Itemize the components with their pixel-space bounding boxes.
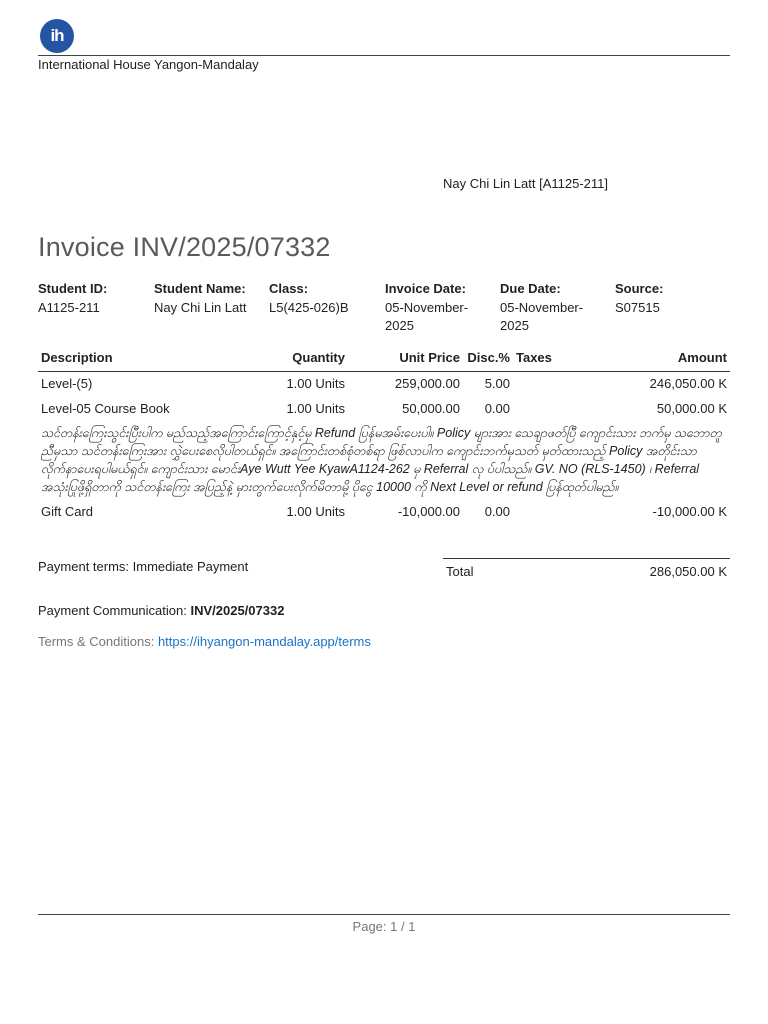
col-header-quantity: Quantity [243, 347, 348, 372]
info-label: Source: [615, 281, 664, 296]
info-invoice-date [385, 281, 477, 335]
line-taxes [513, 500, 583, 525]
footer-divider [38, 914, 730, 915]
info-label: Due Date: [500, 281, 561, 296]
terms-conditions [38, 634, 371, 649]
line-amount: 50,000.00 K [656, 401, 727, 416]
line-unit-price: 259,000.00 [394, 376, 460, 391]
table-header-row [38, 347, 730, 372]
company-name: International House Yangon-Mandalay [38, 57, 259, 72]
info-student-name [154, 281, 264, 317]
payment-terms: Payment terms: Immediate Payment [38, 559, 249, 574]
total-value: 286,050.00 K [649, 564, 727, 579]
info-value: 05-November-2025 [385, 300, 469, 333]
info-class [269, 281, 379, 317]
col-header-amount: Amount [583, 347, 730, 372]
table-row [38, 500, 730, 525]
line-quantity: 1.00 Units [286, 504, 345, 519]
line-quantity: 1.00 Units [286, 376, 345, 391]
payment-communication-value: INV/2025/07332 [190, 603, 285, 618]
info-value: L5(425-026)B [269, 300, 349, 315]
terms-link[interactable]: https://ihyangon-mandalay.app/terms [157, 634, 371, 649]
info-source [615, 281, 725, 317]
line-description: Level-05 Course Book [41, 401, 170, 416]
line-disc: 0.00 [484, 401, 510, 416]
totals-box [443, 558, 730, 579]
note-row [38, 422, 730, 500]
total-label: Total [446, 564, 474, 579]
info-value: S07515 [615, 300, 660, 315]
col-header-unit-price: Unit Price [348, 347, 463, 372]
line-disc: 0.00 [484, 504, 510, 519]
line-amount: 246,050.00 K [649, 376, 727, 391]
table-row [38, 397, 730, 422]
info-label: Student ID: [38, 281, 108, 296]
invoice-lines-table [38, 347, 730, 525]
info-due-date [500, 281, 592, 335]
line-taxes [513, 372, 583, 398]
partner-address: Nay Chi Lin Latt [A1125-211] [443, 176, 609, 191]
info-value: 05-November-2025 [500, 300, 584, 333]
page-number: Page: 1 / 1 [352, 919, 416, 934]
header-divider [38, 55, 730, 56]
line-note: သင်တန်းကြေးသွင်းပြီးပါက မည်သည့်အကြောင်းကြောင့်နှင့်မှ Refund ပြန်မအမ်းပေးပါ။ Policy များအား သေချာဖတ်ပြီ ကျောင်းသား ဘက်မှ သဘောတူညီမှသာ သင်တန်းကြေးအား လွှဲပေးစေလိုပါတယ်ရှင်။ အကြောင်းတစ်စုံတစ်ရာ ဖြစ်လာပါက ကျောင်းဘက်မှသတ် မှတ်ထားသည့် Policy အတိုင်းသာ လိုက်နာပေးရပါမယ်ရှင်။ ကျောင်းသား မောင်းAye Wutt Yee KyawA1124-262 မှ Referral လု ပ်ပါသည်။ GV. NO (RLS-1450) ၊ Referral အသုံးပြုဖို့ရှိတာကို သင်တန်းကြေး အပြည့်နဲ့ မှားတွက်ပေးလိုက်မိတာမို့ ပိုငွေ 10000 ကို Next Level or refund ပြန်ထုတ်ပါမည်။ [41, 426, 722, 494]
line-unit-price: 50,000.00 [402, 401, 460, 416]
line-amount: -10,000.00 K [652, 504, 727, 519]
info-value: A1125-211 [38, 300, 100, 315]
col-header-taxes: Taxes [513, 347, 583, 372]
info-value: Nay Chi Lin Latt [154, 300, 247, 315]
info-student-id [38, 281, 148, 317]
line-taxes [513, 397, 583, 422]
terms-label: Terms & Conditions: [38, 634, 155, 649]
table-row [38, 372, 730, 398]
payment-communication-label: Payment Communication: [38, 603, 187, 618]
info-label: Student Name: [154, 281, 246, 296]
payment-communication [38, 603, 284, 618]
info-label: Invoice Date: [385, 281, 466, 296]
col-header-description: Description [38, 347, 243, 372]
line-unit-price: -10,000.00 [397, 504, 460, 519]
line-quantity: 1.00 Units [286, 401, 345, 416]
page-title: Invoice INV/2025/07332 [38, 232, 331, 262]
line-description: Level-(5) [41, 376, 93, 391]
company-logo: ih [40, 19, 74, 53]
col-header-disc: Disc.% [463, 347, 513, 372]
line-disc: 5.00 [484, 376, 510, 391]
total-row [443, 559, 730, 579]
info-label: Class: [269, 281, 309, 296]
line-description: Gift Card [41, 504, 94, 519]
